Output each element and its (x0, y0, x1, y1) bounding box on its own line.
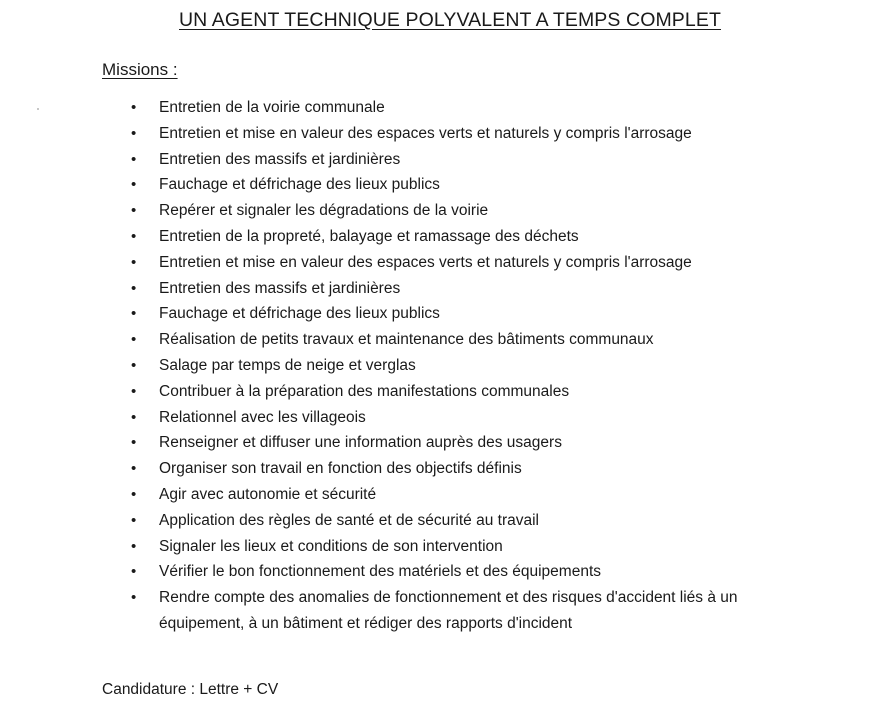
mission-text: Renseigner et diffuser une information auprès des usagers (159, 434, 562, 452)
mission-text: Agir avec autonomie et sécurité (159, 485, 377, 503)
list-item (0, 534, 799, 560)
list-item (0, 301, 799, 327)
bullet-icon: • (131, 511, 137, 529)
mission-text: Entretien de la voirie communale (159, 99, 385, 116)
mission-text: Vérifier le bon fonctionnement des matériels et des équipements (159, 563, 601, 581)
bullet-icon: • (131, 434, 137, 452)
list-item (0, 327, 799, 353)
mission-text: Fauchage et défrichage des lieux publics (159, 305, 440, 323)
bullet-icon: • (131, 589, 137, 607)
bullet-icon: • (131, 537, 137, 555)
list-item (0, 559, 799, 585)
list-item (0, 147, 799, 173)
page-title: UN AGENT TECHNIQUE POLYVALENT A TEMPS COMPLET (179, 9, 721, 31)
bullet-icon: • (131, 382, 137, 400)
mission-text: Signaler les lieux et conditions de son intervention (159, 537, 503, 555)
mission-text: Entretien des massifs et jardinières (159, 279, 401, 297)
mission-text: Fauchage et défrichage des lieux publics (159, 176, 440, 194)
list-item (0, 379, 799, 405)
bullet-icon: • (131, 227, 137, 245)
mission-text: Contribuer à la préparation des manifestations communales (159, 382, 570, 400)
section-heading-missions: Missions : (102, 60, 178, 79)
mission-text: Organiser son travail en fonction des objectifs définis (159, 460, 522, 478)
bullet-icon: • (131, 99, 137, 116)
bullet-icon: • (131, 253, 137, 271)
list-item (0, 585, 799, 637)
bullet-icon: • (131, 176, 137, 194)
bullet-icon: • (131, 202, 137, 220)
bullet-icon: • (131, 150, 137, 168)
list-item (0, 198, 799, 224)
list-item (0, 95, 799, 121)
bullet-icon: • (131, 356, 137, 374)
mission-text: Rendre compte des anomalies de fonctionnement et des risques d'accident liés à un équipement, à un bâtiment et rédiger des rapports d'incident (159, 589, 738, 632)
mission-text: Application des règles de santé et de sécurité au travail (159, 511, 539, 529)
list-item (0, 405, 799, 431)
list-item (0, 121, 799, 147)
bullet-icon: • (131, 124, 137, 142)
list-item (0, 482, 799, 508)
mission-text: Entretien et mise en valeur des espaces verts et naturels y compris l'arrosage (159, 253, 692, 271)
mission-text: Repérer et signaler les dégradations de la voirie (159, 202, 489, 220)
list-item (0, 172, 799, 198)
list-item (0, 276, 799, 302)
mission-text: Salage par temps de neige et verglas (159, 356, 416, 374)
application-note: Candidature : Lettre + CV (102, 681, 279, 698)
list-item (0, 430, 799, 456)
list-item (0, 250, 799, 276)
bullet-icon: • (131, 485, 137, 503)
bullet-icon: • (131, 331, 137, 349)
mission-text: Entretien et mise en valeur des espaces verts et naturels y compris l'arrosage (159, 124, 692, 142)
list-item (0, 224, 799, 250)
bullet-icon: • (131, 460, 137, 478)
list-item (0, 508, 799, 534)
mission-text: Entretien de la propreté, balayage et ramassage des déchets (159, 227, 579, 245)
bullet-icon: • (131, 408, 137, 426)
list-item (0, 353, 799, 379)
mission-text: Relationnel avec les villageois (159, 408, 366, 426)
bullet-icon: • (131, 563, 137, 581)
list-item (0, 456, 799, 482)
bullet-icon: • (131, 279, 137, 297)
mission-text: Entretien des massifs et jardinières (159, 150, 401, 168)
missions-list (0, 95, 878, 637)
bullet-icon: • (131, 305, 137, 323)
mission-text: Réalisation de petits travaux et maintenance des bâtiments communaux (159, 331, 654, 349)
